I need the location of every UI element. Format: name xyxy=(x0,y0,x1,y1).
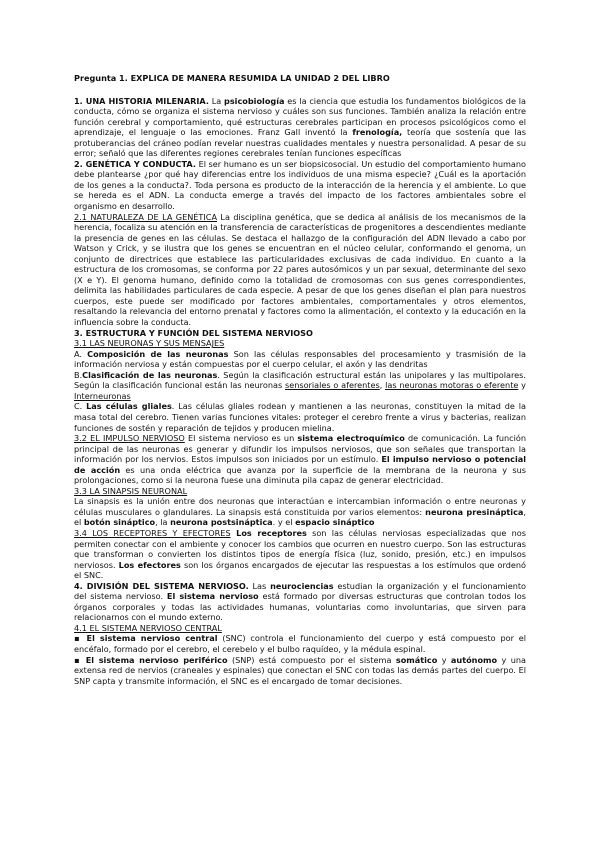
text-run: . Según la clasificación estructural están las unipolares y las multipolares. Según la clasificación funcional están las neuronas xyxy=(74,369,526,391)
section-3-4-heading: 3.4 LOS RECEPTORES Y EFECTORES xyxy=(74,527,231,538)
bullet-icon: ▪ xyxy=(74,654,86,665)
bullet-snc xyxy=(74,633,526,654)
item-b-paragraph xyxy=(74,370,526,402)
bold-term: El sistema nervioso central xyxy=(86,633,218,644)
bold-term: neurona presináptica xyxy=(425,506,524,517)
item-label: C. xyxy=(74,401,87,412)
question-title: Pregunta 1. EXPLICA DE MANERA RESUMIDA LA UNIDAD 2 DEL LIBRO xyxy=(74,73,390,83)
bold-term: Los efectores xyxy=(118,559,181,570)
bold-term: Los receptores xyxy=(230,527,307,538)
text-run: Las xyxy=(248,580,271,591)
section-3-4-paragraph xyxy=(74,528,526,581)
bullet-snp xyxy=(74,655,526,687)
bold-term: frenología, xyxy=(352,127,403,138)
text-run: (SNC) controla el funcionamiento del cuerpo y está compuesto por el encéfalo, formado por el cerebro, el cerebelo y el bulbo raquídeo, y la médula espinal. xyxy=(74,633,527,654)
bold-term: sistema electroquímico xyxy=(297,433,405,444)
underlined-term: Interneuronas xyxy=(74,390,131,401)
bold-term: neurociencias xyxy=(270,580,334,591)
text-run: La xyxy=(208,95,225,106)
item-c-paragraph xyxy=(74,401,526,433)
text-run: es una onda eléctrica que avanza por la superficie de la membrana de la neurona y sus prolongaciones, como si la neurona fuese una diminuta pila capaz de generar electricidad. xyxy=(74,464,526,486)
section-4-heading: 4. DIVISIÓN DEL SISTEMA NERVIOSO. xyxy=(74,580,249,591)
section-3-3-paragraph xyxy=(74,496,526,528)
section-3-2-paragraph xyxy=(74,433,526,486)
section-4-paragraph xyxy=(74,581,526,623)
item-a-paragraph xyxy=(74,349,526,370)
bold-term: somático xyxy=(395,654,438,665)
section-1-paragraph xyxy=(74,96,526,159)
text-run: y xyxy=(437,654,451,665)
item-label: A. xyxy=(74,348,88,359)
section-3-1-heading xyxy=(74,338,526,349)
heading-text: 3.1 LAS NEURONAS Y SUS MENSAJES xyxy=(74,338,225,349)
text-run: y xyxy=(518,380,526,391)
text-run: (SNP) está compuesto por el sistema xyxy=(227,654,396,665)
text-run: , la xyxy=(155,517,171,528)
section-2-paragraph xyxy=(74,159,526,212)
document-page xyxy=(74,73,526,686)
bold-term: autónomo xyxy=(450,654,498,665)
section-2-1-heading: 2.1 NATURALEZA DE LA GENÉTICA xyxy=(74,211,218,222)
text-run: son las células nerviosas especializadas que nos permiten conectar con el ambiente y conocer los cambios que ocurren en nuestro cuerpo. Son las estructuras que transforman o convierten los distintos tipos de energía física (luz, sonido, presión, etc.) en impulsos nerviosos. xyxy=(74,527,526,570)
text-run: Son las células responsables del procesamiento y trasmisión de la información nerviosa y están compuestas por el cuerpo celular, el axón y las dendritas xyxy=(74,348,527,370)
bold-term: Las células gliales xyxy=(86,401,172,412)
text-run: El sistema nervioso es un xyxy=(184,433,298,444)
text-run: . y el xyxy=(272,517,296,528)
text-run: . Las células gliales rodean y mantienen a las neuronas, constituyen la mitad de la masa total del cerebro. Tienen varias funciones vitales: proteger el cerebro frente a virus y bacterias, realizan funciones de sostén y reparación de tejidos y producen mielina. xyxy=(74,401,526,433)
bold-term: Clasificación de las neuronas xyxy=(82,369,218,380)
section-2-1-paragraph xyxy=(74,212,526,328)
text-run: , el xyxy=(74,506,526,528)
heading-text: 4.1 EL SISTEMA NERVIOSO CENTRAL xyxy=(74,622,222,633)
text-run: teoría que sostenía que las protuberancias del cráneo podían revelar nuestras cualidades mentales y nuestra personalidad. A pesar de su error; señaló que las diferentes regiones cerebrales tenían funciones específicas xyxy=(74,127,527,159)
bold-term: El sistema nervioso periférico xyxy=(85,654,228,665)
section-3-3-heading xyxy=(74,486,526,497)
heading-text: 3. ESTRUCTURA Y FUNCIÓN DEL SISTEMA NERVIOSO xyxy=(74,327,313,338)
text-run: La sinapsis es la unión entre dos neuronas que interactúan e intercambian información o entre neuronas y células musculares o glandulares. La sinapsis está constituida por varios elementos: xyxy=(74,496,526,517)
bold-term: psicobiología xyxy=(224,95,285,106)
text-run: estudian la organización y el funcionamiento del sistema nervioso. xyxy=(74,580,527,602)
section-3-heading xyxy=(74,328,526,339)
bold-term: botón sináptico xyxy=(83,517,156,528)
text-run: La disciplina genética, que se dedica al análisis de los mecanismos de la herencia, focaliza su atención en la transferencia de características de progenitores a descendientes mediante la presencia de genes en las células. Se destaca el hallazgo de la configuración del ADN llevado a cabo por Watson y Crick, y se ilustra que los genes se encuentran en el núcleo celular, conformando el genoma, un conjunto de directrices que establece las particularidades exclusivas de cada individuo. En cuanto a la estructura de los cromosomas, se conforma por 22 pares autosómicos y un par sexual, determinante del sexo (X e Y). El genoma humano, definido como la totalidad de cromosomas con sus genes correspondientes, delimita las habilidades particulares de cada especie. A pesar de que los genes diseñan el plan para nuestros cuerpos, este puede ser modificado por factores ambientales, comportamentales y otros elementos, resaltando la relevancia del entorno prenatal y factores como la alimentación, el contexto y la educación en la influencia sobre la conducta. xyxy=(74,211,527,328)
text-run: El ser humano es un ser biopsicosocial. Un estudio del comportamiento humano debe plantearse ¿por qué hay diferencias entre los individuos de una misma especie? ¿Cuál es la aportación de los genes a la conducta?. Toda persona es producto de la interacción de la herencia y el ambiente. Lo que se hereda es el ADN. La conducta emerge a través del impacto de los factores ambientales sobre el organismo en desarrollo. xyxy=(74,158,527,212)
bold-term: espacio sináptico xyxy=(295,517,375,528)
bold-term: El impulso nervioso o potencial de acción xyxy=(74,454,526,475)
bullet-icon: ▪ xyxy=(74,633,87,644)
underlined-term: las neuronas motoras o eferente xyxy=(385,380,519,391)
bold-term: El sistema nervioso xyxy=(166,591,259,602)
bold-term: Composición de las neuronas xyxy=(87,348,229,359)
section-3-2-heading: 3.2 EL IMPULSO NERVIOSO xyxy=(74,433,185,444)
section-4-1-heading xyxy=(74,623,526,634)
heading-text: 3.3 LA SINAPSIS NEURONAL xyxy=(74,485,188,496)
item-label: B. xyxy=(74,369,83,380)
text-run: , xyxy=(379,380,386,391)
text-run: y una extensa red de nervios (craneales y espinales) que conectan el SNC con todas las demás partes del cuerpo. El SNP capta y transmite información, el SNC es el encargado de tomar decisiones. xyxy=(74,654,526,686)
underlined-term: sensoriales o aferentes xyxy=(284,380,380,391)
text-run: son los órganos encargados de ejecutar las respuestas a los estímulos que ordenó el SNC. xyxy=(74,559,526,581)
section-1-heading: 1. UNA HISTORIA MILENARIA. xyxy=(74,95,209,106)
text-run: está formado por diversas estructuras que controlan todos los órganos corporales y todas las actividades humanas, voluntarias como involuntarias, que sirven para relacionarnos con el mundo externo. xyxy=(74,591,526,623)
bold-term: neurona postsináptica xyxy=(170,517,273,528)
text-run: es la ciencia que estudia los fundamentos biológicos de la conducta, cómo se organiza el sistema nervioso y cuáles son sus funciones. También analiza la relación entre función cerebral y comportamiento, qué estructuras cerebrales participan en procesos psicológicos como el aprendizaje, el lenguaje o las emociones. Franz Gall inventó la xyxy=(74,95,526,138)
text-run: de comunicación. La función principal de las neuronas es generar y difundir los impulsos nerviosos, que son señales que transportan la información por los nervios. Estos impulsos son iniciados por un estímulo. xyxy=(74,433,527,465)
section-2-heading: 2. GENÉTICA Y CONDUCTA. xyxy=(74,158,196,169)
